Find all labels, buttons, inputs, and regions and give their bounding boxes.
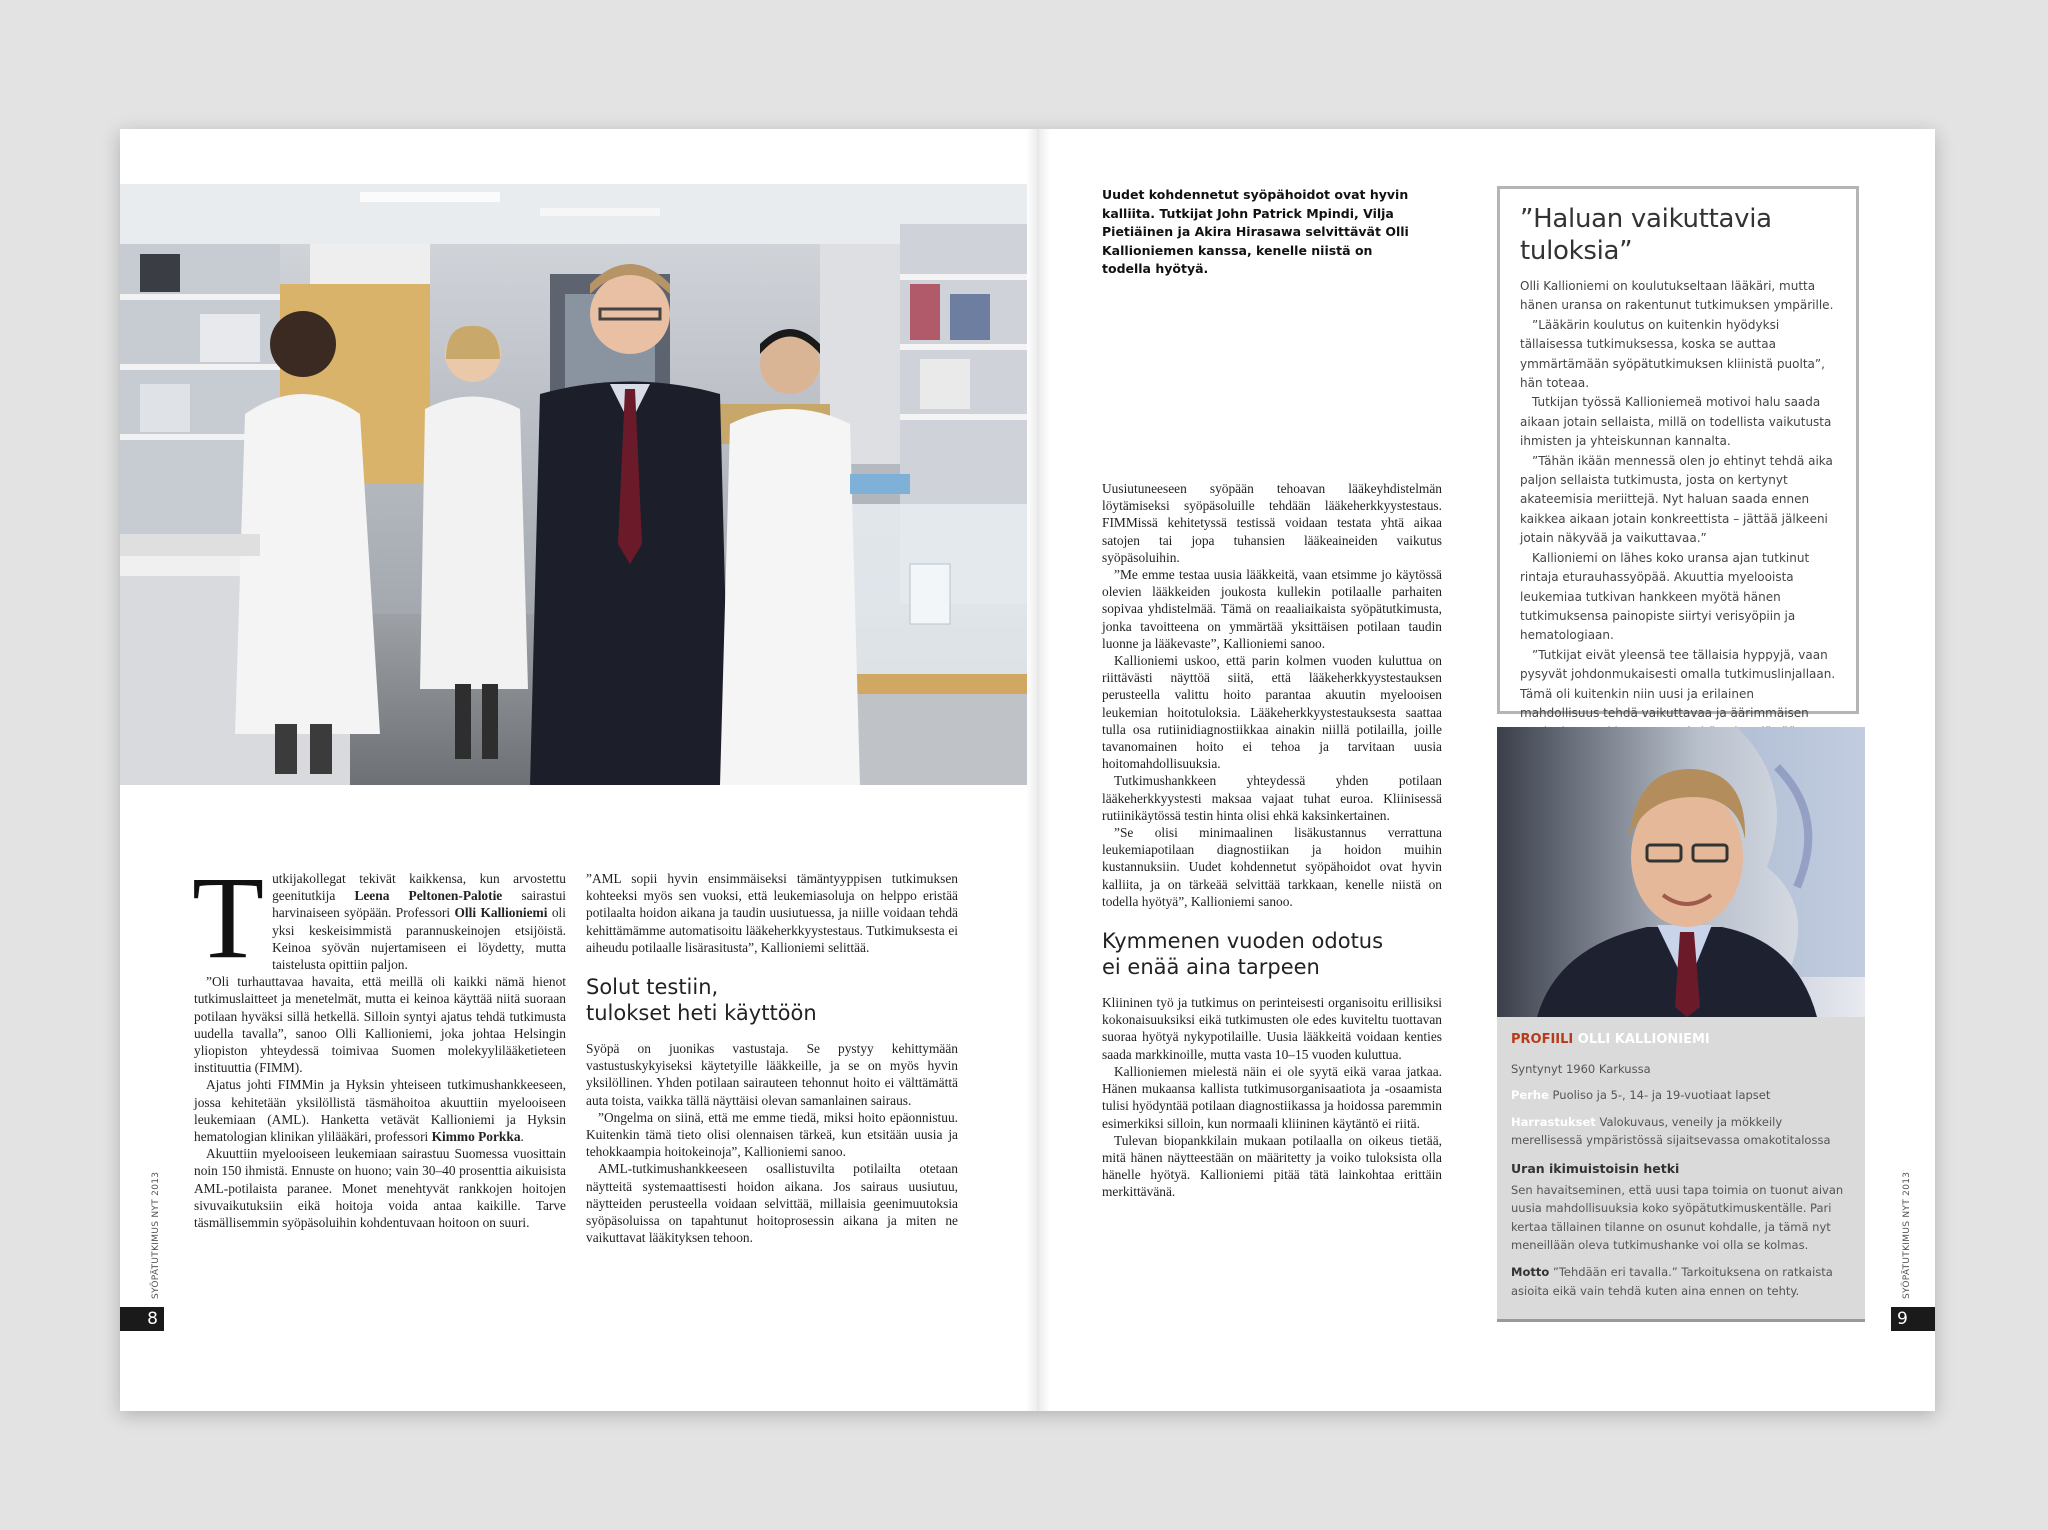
paragraph: ”Tähän ikään mennessä olen jo ehtinyt tehdä aika paljon sellaista tutkimusta, josta on kertynyt akateemisia meriittejä. Nyt haluan saada ennen kaikkea aikaan jotain konkreettista – jättää jälkeeni jotain näkyvää ja vaikuttavaa.”	[1520, 453, 1833, 546]
profile-kicker: PROFIILI	[1511, 1032, 1574, 1047]
paragraph: Syöpä on juonikas vastustaja. Se pystyy kehittymään vastustuskykyiseksi käytetyille lääkkeille, ja se on myös hyvin yksilöllinen. Yhden potilaan sairauteen tehonnut hoito ei välttämättä auta toista, vaikka tällä näyttäisi olevan samanlainen sairaus.	[586, 1041, 958, 1108]
profile-family: Perhe Puoliso ja 5-, 14- ja 19-vuotiaat lapset	[1511, 1088, 1771, 1103]
quote-box	[1497, 186, 1859, 720]
page-number-right: 9	[1891, 1307, 1935, 1331]
lead-caption: Uudet kohdennetut syöpähoidot ovat hyvin kalliita. Tutkijat John Patrick Mpindi, Vilja Pietiäinen ja Akira Hirasawa selvittävät Olli Kallioniemen kanssa, kenelle niistä on todella hyötyä.	[1102, 187, 1409, 276]
drop-cap: T	[192, 852, 265, 983]
name-leena-peltonen-palotie: Leena Peltonen-Palotie	[354, 888, 503, 904]
page-gutter	[1026, 129, 1050, 1411]
profile-born: Syntynyt 1960 Karkussa	[1511, 1061, 1651, 1076]
intro-paragraph: Tutkijakollegat tekivät kaikkensa, kun arvostettu geenitutkija Leena Peltonen-Palotie sairastui harvinaiseen syöpään. Professori Olli Kallioniemi oli yksi keskeisimmistä parannuskeinojen etsijöistä. Keinoa syövän nujertamiseen ei löydetty, mutta taistelusta opittiin paljon.	[192, 852, 566, 983]
quote-box-title: ”Haluan vaikuttavia tuloksia”	[1520, 204, 1772, 266]
paragraph: ”Se olisi minimaalinen lisäkustannus verrattuna leukemiapotilaan diagnostiikan ja hoidon muihin kustannuksiin. Uudet kohdennetut syöpähoidot ovat hyvin kalliita, ja on tärkeää selvittää tarkkaan, kenelle niistä on todella hyötyä”, Kallioniemi sanoo.	[1102, 825, 1442, 909]
name-olli-kallioniemi: Olli Kallioniemi	[454, 905, 548, 921]
article-column-3	[1102, 480, 1442, 1201]
page-number-left: 8	[120, 1307, 164, 1331]
paragraph: ”Ongelma on siinä, että me emme tiedä, miksi hoito epäonnistuu. Kuitenkin tämä tieto olisi olennaisen tärkeä, kun etsitään uusia ja tehokkaampia hoitokeinoja”, Kallioniemi sanoo.	[586, 1109, 958, 1160]
profile-name: OLLI KALLIONIEMI	[1577, 1032, 1710, 1047]
paragraph: Kliininen työ ja tutkimus on perinteisesti organisoitu erillisiksi kokonaisuuksiksi eikä tutkimusten ole edes kuviteltu tuottavan suoraa hyötyä nykypotilaille. Uusia lääkkeitä voidaan kenties saada markkinoille, mutta vasta 10–15 vuoden kuluttua.	[1102, 995, 1442, 1062]
profile-moment: Sen havaitseminen, että uusi tapa toimia on tuonut aivan uusia mahdollisuuksia koko syöpätutkimuskentälle. Pari kertaa tällainen tilanne on osunut kohdalle, ja tämä nyt meneillään oleva tutkimushanke voi olla se kolmas.	[1511, 1182, 1844, 1253]
name-kimmo-porkka: Kimmo Porkka	[431, 1129, 521, 1145]
profile-portrait-photo	[1497, 727, 1865, 1017]
profile-panel	[1497, 1017, 1865, 1322]
lab-photo	[120, 184, 1027, 785]
profile-title	[1511, 1031, 1851, 1050]
paragraph: Kallioniemi uskoo, että parin kolmen vuoden kuluttua on riittävästi näyttöä siitä, että lääkeherkkyystestauksen perusteella valittu hoito parantaa akuutin myelooisen leukemian hoitotuloksia. Lääkeherkkyystestauksesta saattaa tulla osa rutiinidiagnostiikkaa ainakin niillä potilailla, joille tavanomainen hoito ei tehoa ja tarvitaan uusia hoitomahdollisuuksia.	[1102, 653, 1442, 772]
subheading-kymmenen-vuoden-odotus: Kymmenen vuoden odotus ei enää aina tarpeen	[1102, 929, 1384, 980]
paragraph: Tutkijan työssä Kallioniemeä motivoi halu saada aikaan jotain sellaista, millä on todellista vaikutusta ihmisten ja yhteiskunnan kannalta.	[1520, 395, 1832, 449]
paragraph: Ajatus johti FIMMin ja Hyksin yhteiseen tutkimushankkeeseen, jossa kehitetään yksilöllistä täsmähoitoa akuuttiin myelooiseen leukemiaan (AML). Hanketta vetävät Kallioniemi ja Hyksin hematologian klinikan ylilääkäri, professori Kimmo Porkka.	[194, 1077, 566, 1145]
paragraph: ”AML sopii hyvin ensimmäiseksi tämäntyyppisen tutkimuksen kohteeksi myös sen vuoksi, että leukemiasoluja on helppo eristää potilaalta hoidon aikana ja taudin uusiutuessa, ja niille voidaan tehdä kehittämämme automatisoitu lääkeherkkyystestaus. Tutkimuksesta ei aiheudu potilaalle lisärasitusta”, Kallioniemi selittää.	[586, 871, 958, 955]
profile-motto: Motto ”Tehdään eri tavalla.” Tarkoituksena on ratkaista asioita eikä vain tehdä kuten aina ennen on tehty.	[1511, 1264, 1833, 1298]
paragraph: Akuuttiin myelooiseen leukemiaan sairastuu Suomessa vuosittain noin 150 ihmistä. Ennuste on huono; vain 30–40 prosenttia aikuisista AML-potilaista paranee. Monet menehtyvät rankkojen hoitojen sivuvaikutuksiin eikä hoitoja voida antaa kaikille. Tarve täsmällisemmin syöpäsoluihin kohdentuvaan hoitoon on suuri.	[194, 1146, 566, 1231]
profile-moment-label: Uran ikimuistoisin hetki	[1511, 1160, 1680, 1176]
paragraph: ”Tutkijat eivät yleensä tee tällaisia hyppyjä, vaan pysyvät johdonmukaisesti omalla tutkimuslinjallaan. Tämä oli kuitenkin niin uusi ja erilainen mahdollisuus tehdä vaikuttavaa ja äärimmäisen	[1520, 647, 1836, 720]
paragraph: ”Me emme testaa uusia lääkkeitä, vaan etsimme jo käytössä olevien lääkkeiden joukosta kullekin potilaalle parhaiten sopivaa yhdistelmää. Tämä on reaaliaikaista syöpätutkimusta, jonka tavoitteena on ymmärtää yksittäisen potilaan taudin luonne ja lääkevaste”, Kallioniemi sanoo.	[1102, 567, 1442, 651]
magazine-spread	[120, 129, 1935, 1411]
paragraph: Tulevan biopankkilain mukaan potilaalla on oikeus tietää, mitä hänen näytteestään on määritetty ja voiko tuloksista olla hänelle hyötyä. Kallioniemi pitää tätä lainkohtaa erittäin merkittävänä.	[1102, 1132, 1442, 1200]
side-label-right: SYÖPÄTUTKIMUS NYT 2013	[1902, 1171, 1912, 1299]
paragraph: AML-tutkimushankkeeseen osallistuvilta potilailta otetaan näytteitä systemaattisesti hoidon aikana. Jos sairaus uusiutuu, näytteiden perusteella voidaan selvittää, millaisia geenimuutoksia syöpäsoluissa on tapahtunut hoitoprosessin aikana ja miten ne vaikuttavat lääkityksen tehoon.	[586, 1161, 958, 1246]
article-column-2	[586, 870, 958, 1246]
paragraph: Tutkimushankkeen yhteydessä yhden potilaan lääkeherkkyystesti maksaa vajaat tuhat euroa. Kliinisessä rutiinikäytössä testin hinta olisi ehkä kaksinkertainen.	[1102, 773, 1442, 823]
side-label-left: SYÖPÄTUTKIMUS NYT 2013	[151, 1171, 161, 1299]
paragraph: Kallioniemi on lähes koko uransa ajan tutkinut rintaja eturauhassyöpää. Akuuttia myelooista leukemiaa tutkivan hankkeen myötä hänen tutkimuksensa painopiste siirtyi verisyöpiin ja hematologiaan.	[1520, 550, 1810, 643]
article-column-1	[192, 852, 566, 1231]
profile-hobbies: Harrastukset Valokuvaus, veneily ja mökkeily merellisessä ympäristössä sijaitsevassa omakotitalossa	[1511, 1114, 1831, 1148]
paragraph: Olli Kallioniemi on koulutukseltaan lääkäri, mutta hänen uransa on rakentunut tutkimuksen ympärille.	[1520, 279, 1834, 313]
paragraph: Kallioniemen mielestä näin ei ole syytä eikä varaa jatkaa. Hänen mukaansa kallista tutkimusorganisaatiota ja -osaamista tulisi hyödyntää potilaan diagnostiikassa ja hoidossa paremmin esimerkiksi silloin, kun normaali kliininen käytäntö ei riitä.	[1102, 1063, 1442, 1131]
paragraph: Uusiutuneeseen syöpään tehoavan lääkeyhdistelmän löytämiseksi syöpäsoluille tehdään lääkeherkkyystestaus. FIMMissä kehitetyssä testissä voidaan testata yhtä aikaa satojen tai jopa tuhansien lääkeaineiden vaikutus syöpäsoluihin.	[1102, 481, 1442, 565]
paragraph: ”Lääkärin koulutus on kuitenkin hyödyksi tällaisessa tutkimuksessa, koska se auttaa ymmärtämään syöpätutkimuksen kliinistä puolta”, hän toteaa.	[1520, 317, 1825, 391]
paragraph: ”Oli turhauttavaa havaita, että meillä oli kaikki nämä hienot tutkimuslaitteet ja menetelmät, mutta ei keinoa käyttää niitä suoraan potilaan hyväksi sillä hetkellä. Silloin syntyi ajatus tehdä tutkimusta uudella tavalla”, sanoo Olli Kallioniemi, joka johtaa Helsingin yliopiston yhteydessä toimivaa Suomen molekyylilääketieteen instituuttia (FIMM).	[194, 974, 566, 1076]
subheading-solut-testiin: Solut testiin, tulokset heti käyttöön	[586, 975, 817, 1026]
